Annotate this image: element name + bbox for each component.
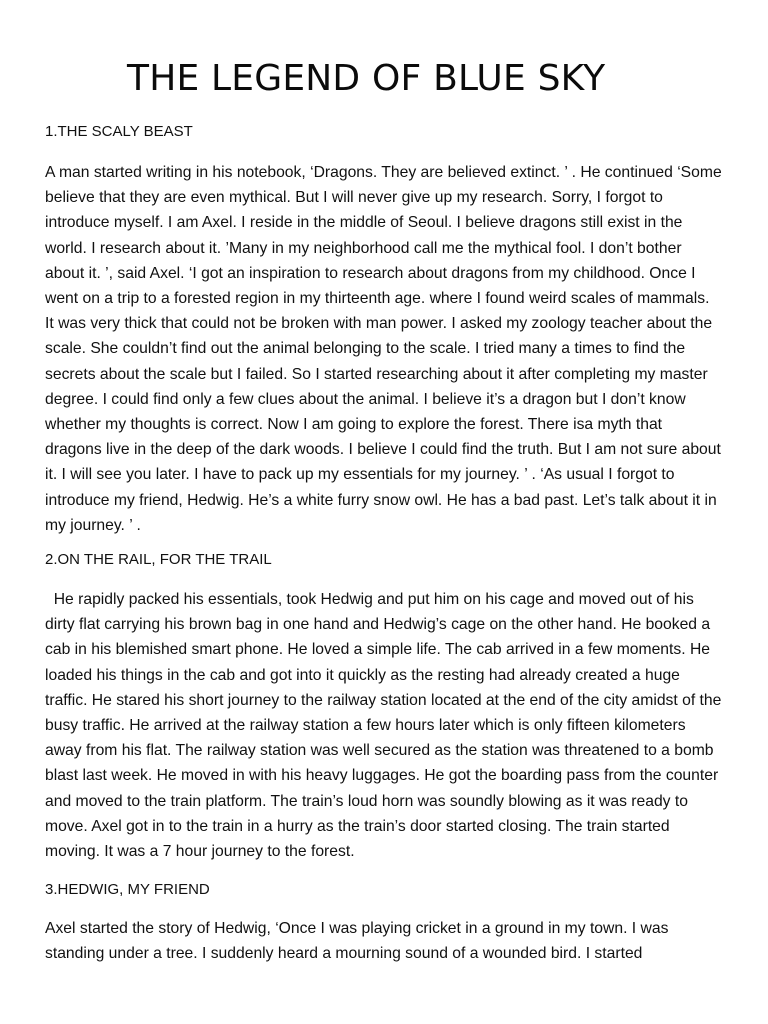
- document-title: THE LEGEND OF BLUE SKY: [127, 58, 606, 99]
- section-heading-scaly-beast: 1.THE SCALY BEAST: [45, 123, 193, 140]
- section-paragraph-on-the-rail: He rapidly packed his essentials, took Hedwig and put him on his cage and moved out of his dirty flat carrying his brown bag in one hand and Hedwig’s cage on the other hand. He booked a cab in his blemished smart phone. He loved a simple life. The cab arrived in a few moments. He loaded his things in the cab and got into it quickly as the resting had already created a huge traffic. He stared his short journey to the railway station located at the end of the city amidst of the busy traffic. He arrived at the railway station a few hours later which is only fifteen kilometers away from his flat. The railway station was well secured as the station was threatened to a bomb blast last week. He moved in with his heavy luggages. He got the boarding pass from the counter and moved to the train platform. The train’s loud horn was soundly blowing as it was ready to move. Axel got in to the train in a hurry as the train’s door started closing. The train started moving. It was a 7 hour journey to the forest.: [45, 591, 726, 861]
- section-heading-hedwig: 3.HEDWIG, MY FRIEND: [45, 881, 210, 899]
- section-paragraph-scaly-beast: A man started writing in his notebook, ‘Dragons. They are believed extinct. ’ . He continued ‘Some believe that they are even mythical. But I will never give up my research. Sorry, I forgot to introduce myself. I am Axel. I reside in the middle of Seoul. I believe dragons still exist in the world. I research about it. ’Many in my neighborhood call me the mythical fool. I don’t bother about it. ’, said Axel. ‘I got an inspiration to research about dragons from my childhood. Once I went on a trip to a forested region in my thirteenth age. where I found weird scales of mammals. It was very thick that could not be broken with man power. I asked my zoology teacher about the scale. She couldn’t find out the animal belonging to the scale. I tried many a times to find the secrets about the scale but I failed. So I started researching about it after completing my master degree. I could find only a few clues about the animal. I believe it’s a dragon but I don’t know whether my thoughts is correct. Now I am going to explore the forest. There isa myth that dragons live in the deep of the dark woods. I believe I could find the truth. But I am not sure about it. I will see you later. I have to pack up my essentials for my journey. ’ . ‘As usual I forgot to introduce my friend, Hedwig. He’s a white furry snow owl. He has a bad past. Let’s talk about it in my journey. ’ .: [45, 164, 722, 534]
- section-paragraph-hedwig: Axel started the story of Hedwig, ‘Once I was playing cricket in a ground in my town. I was standing under a tree. I suddenly heard a mourning sound of a wounded bird. I started: [45, 920, 669, 963]
- section-heading-on-the-rail: 2.ON THE RAIL, FOR THE TRAIL: [45, 551, 272, 569]
